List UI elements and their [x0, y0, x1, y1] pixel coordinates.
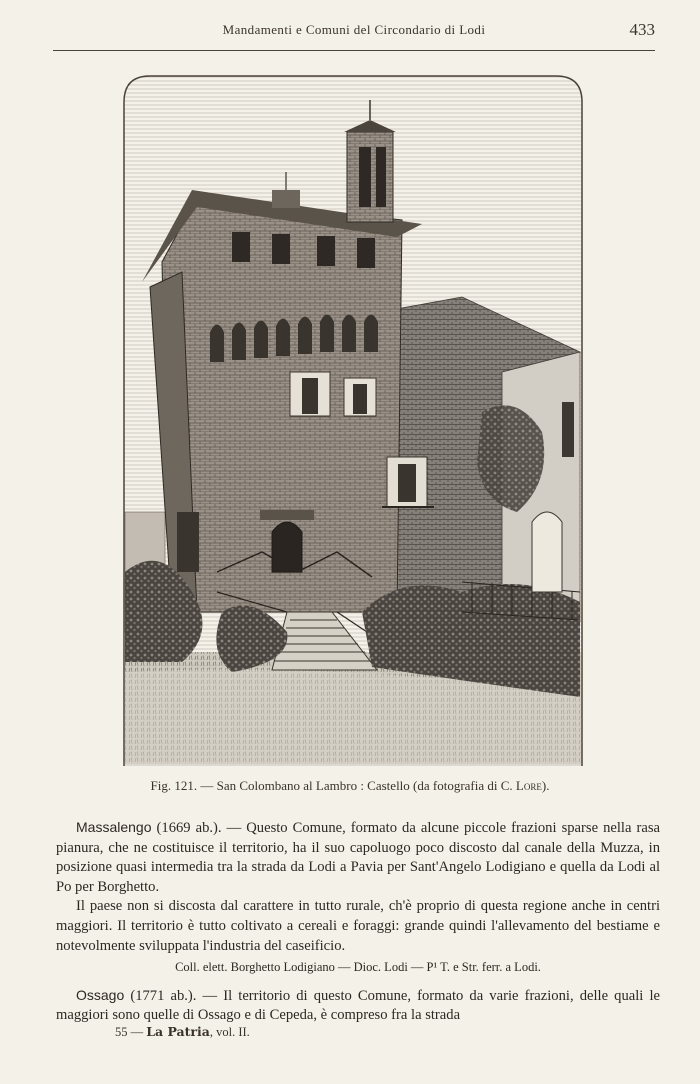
paragraph-territory: Il paese non si discosta dal carattere in tutto rurale, ch'è proprio di questa regione anche in centri maggiori. Il territorio è tutto coltivato a cereali e foraggi: grande quindi l'allevamento del bestiame e notevolmente sviluppata l'industria del caseificio.: [56, 898, 660, 954]
work-title: La Patria: [146, 1024, 210, 1039]
running-title: Mandamenti e Comuni del Circondario di Lodi: [222, 22, 486, 37]
castle-engraving: [122, 72, 584, 768]
entry-heading-massalengo: Massalengo: [76, 819, 152, 835]
signature-number: 55 —: [115, 1025, 147, 1039]
caption-author: Lore: [515, 778, 542, 793]
entry-heading-ossago: Ossago: [76, 986, 125, 1003]
caption-prefix: Fig. 121. — San Colombano al Lambro : Castello (da fotografia di C.: [150, 778, 516, 793]
caption-suffix: ).: [541, 778, 550, 793]
paragraph-text: (1669 ab.). — Questo Comune, formato da alcune piccole frazioni sparse nella rasa pianura, che ne costituisce il territorio, ha il suo capoluogo poco discosto dal canale della Muzza, in posizione quasi intermedia tra la strada da Lodi a Pavia per Sant'Angelo Lodigiano e quella da Lodi al Po per Borghetto.: [56, 820, 660, 895]
paragraph-text: (1771 ab.). — Il territorio di questo Comune, formato da varie frazioni, delle quali le maggiori sono quelle di Ossago e di Cepeda, è compreso fra la strada: [56, 987, 660, 1024]
header-rule: [53, 50, 655, 51]
paragraph-ossago: [56, 986, 660, 1026]
figure-caption: [0, 778, 700, 794]
volume-label: , vol. II.: [209, 1025, 250, 1039]
signature-line: [115, 1024, 250, 1040]
running-header: [53, 18, 655, 44]
article-body: [56, 818, 660, 1026]
paragraph-massalengo: [56, 818, 660, 897]
electoral-info: Coll. elett. Borghetto Lodigiano — Dioc. Lodi — P¹ T. e Str. ferr. a Lodi.: [175, 960, 541, 975]
page-number: 433: [629, 20, 655, 39]
